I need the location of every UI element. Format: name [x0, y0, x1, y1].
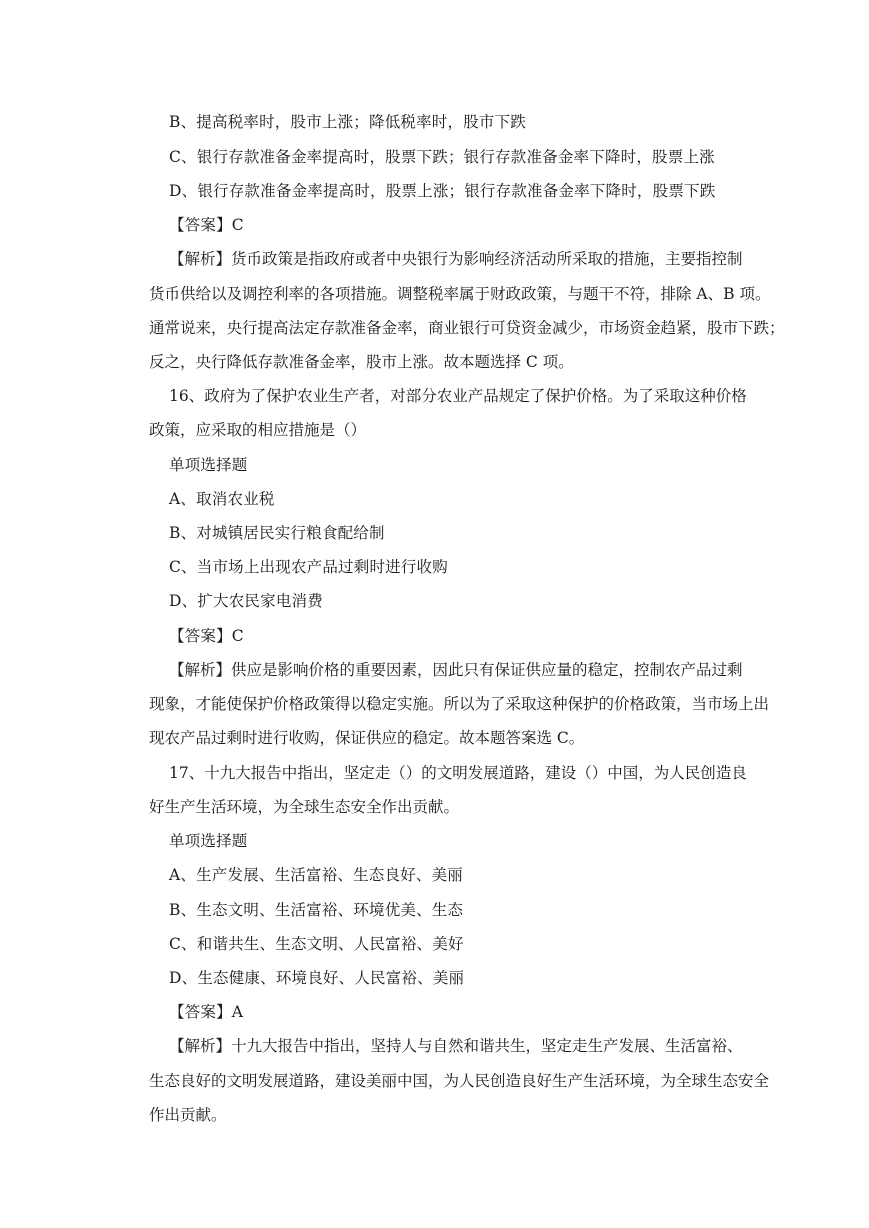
q17-stem-line-2: 好生产生活环境，为全球生态安全作出贡献。: [149, 798, 460, 816]
q15-analysis-line-2: 货币供给以及调控利率的各项措施。调整税率属于财政政策，与题干不符，排除 A、B 项。: [149, 285, 771, 303]
q16-option-b: B、对城镇居民实行粮食配给制: [169, 524, 385, 542]
q16-answer: 【答案】C: [169, 627, 244, 645]
q17-analysis-line-2: 生态良好的文明发展道路，建设美丽中国，为人民创造良好生产生活环境，为全球生态安全: [149, 1072, 770, 1090]
q16-question-type: 单项选择题: [169, 456, 248, 474]
q16-option-a: A、取消农业税: [169, 490, 275, 508]
q15-option-b: B、提高税率时，股市上涨；降低税率时，股市下跌: [169, 113, 526, 131]
q17-option-a: A、生产发展、生活富裕、生态良好、美丽: [169, 866, 463, 884]
q15-answer: 【答案】C: [169, 216, 244, 234]
q17-question-type: 单项选择题: [169, 832, 248, 850]
q17-analysis-line-1: 【解析】十九大报告中指出，坚持人与自然和谐共生，坚定走生产发展、生活富裕、: [169, 1037, 743, 1055]
q16-analysis-line-2: 现象，才能使保护价格政策得以稳定实施。所以为了采取这种保护的价格政策，当市场上出: [149, 695, 770, 713]
q15-option-d: D、银行存款准备金率提高时，股票上涨；银行存款准备金率下降时，股票下跌: [169, 182, 716, 200]
q15-analysis-line-4: 反之，央行降低存款准备金率，股市上涨。故本题选择 C 项。: [149, 353, 574, 371]
q16-analysis-line-3: 现农产品过剩时进行收购，保证供应的稳定。故本题答案选 C。: [149, 729, 585, 747]
q17-stem-line-1: 17、十九大报告中指出，坚定走（）的文明发展道路，建设（）中国，为人民创造良: [169, 764, 747, 782]
q17-analysis-line-3: 作出贡献。: [149, 1106, 227, 1124]
q15-analysis-line-3: 通常说来，央行提高法定存款准备金率，商业银行可贷资金减少，市场资金趋紧，股市下跌；: [149, 319, 785, 337]
q17-option-d: D、生态健康、环境良好、人民富裕、美丽: [169, 969, 465, 987]
q15-option-c: C、银行存款准备金率提高时，股票下跌；银行存款准备金率下降时，股票上涨: [169, 148, 715, 166]
q16-option-c: C、当市场上出现农产品过剩时进行收购: [169, 558, 448, 576]
q17-option-c: C、和谐共生、生态文明、人民富裕、美好: [169, 935, 464, 953]
q16-stem-line-2: 政策，应采取的相应措施是（）: [149, 421, 367, 439]
q17-answer: 【答案】A: [169, 1003, 244, 1021]
q16-analysis-line-1: 【解析】供应是影响价格的重要因素，因此只有保证供应量的稳定，控制农产品过剩: [169, 661, 743, 679]
q16-option-d: D、扩大农民家电消费: [169, 592, 323, 610]
q15-analysis-line-1: 【解析】货币政策是指政府或者中央银行为影响经济活动所采取的措施，主要指控制: [169, 250, 743, 268]
q16-stem-line-1: 16、政府为了保护农业生产者，对部分农业产品规定了保护价格。为了采取这种价格: [169, 387, 747, 405]
q17-option-b: B、生态文明、生活富裕、环境优美、生态: [169, 901, 464, 919]
